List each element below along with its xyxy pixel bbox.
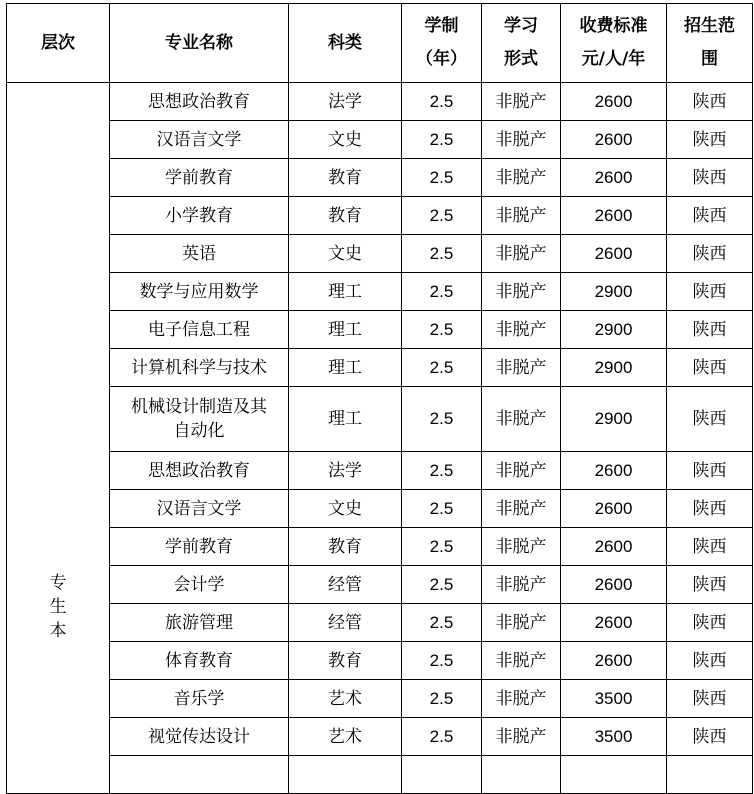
cell-major: 数学与应用数学: [110, 273, 289, 311]
cell-region: 陕西: [667, 387, 753, 452]
cell-region: 陕西: [667, 273, 753, 311]
header-fee: [561, 4, 667, 83]
table-row-empty: [7, 756, 753, 794]
cell-fee: 2600: [561, 452, 667, 490]
cell-category: 法学: [289, 83, 402, 121]
cell-category: 经管: [289, 566, 402, 604]
cell-duration: 2.5: [402, 311, 482, 349]
cell-major: 体育教育: [110, 642, 289, 680]
cell-region: 陕西: [667, 83, 753, 121]
cell-fee: 2600: [561, 528, 667, 566]
cell-form: 非脱产: [482, 235, 561, 273]
cell-form: 非脱产: [482, 311, 561, 349]
table-row: [7, 273, 753, 311]
cell-duration: 2.5: [402, 490, 482, 528]
cell-region: 陕西: [667, 349, 753, 387]
cell-major: 计算机科学与技术: [110, 349, 289, 387]
cell-duration: 2.5: [402, 235, 482, 273]
header-fee-line2: 元/人/年: [581, 49, 646, 69]
cell-duration: 2.5: [402, 528, 482, 566]
cell-major: 电子信息工程: [110, 311, 289, 349]
cell-major: 思想政治教育: [110, 452, 289, 490]
header-form-line2: 形式: [504, 49, 538, 69]
cell-empty: [667, 756, 753, 794]
cell-form: 非脱产: [482, 680, 561, 718]
cell-duration: 2.5: [402, 83, 482, 121]
header-duration: [402, 4, 482, 83]
cell-major: 学前教育: [110, 159, 289, 197]
cell-category: 文史: [289, 235, 402, 273]
cell-fee: 2600: [561, 235, 667, 273]
program-table: [6, 3, 753, 794]
cell-duration: 2.5: [402, 452, 482, 490]
cell-empty: [482, 756, 561, 794]
table-row: [7, 718, 753, 756]
cell-fee: 2600: [561, 566, 667, 604]
cell-region: 陕西: [667, 121, 753, 159]
cell-category: 教育: [289, 642, 402, 680]
cell-duration: 2.5: [402, 680, 482, 718]
cell-region: 陕西: [667, 490, 753, 528]
table-row: [7, 566, 753, 604]
cell-empty: [561, 756, 667, 794]
cell-duration: 2.5: [402, 121, 482, 159]
table-row: [7, 528, 753, 566]
cell-category: 艺术: [289, 718, 402, 756]
header-category: 科类: [289, 4, 402, 83]
cell-major: 会计学: [110, 566, 289, 604]
header-fee-line1: 收费标准: [579, 16, 648, 36]
table-row: [7, 387, 753, 452]
cell-category: 理工: [289, 311, 402, 349]
cell-duration: 2.5: [402, 642, 482, 680]
cell-category: 教育: [289, 159, 402, 197]
header-duration-line1: 学制: [424, 16, 459, 36]
cell-form: 非脱产: [482, 83, 561, 121]
cell-category: 理工: [289, 273, 402, 311]
cell-major: 小学教育: [110, 197, 289, 235]
level-cell: [7, 83, 110, 794]
table-row: [7, 197, 753, 235]
cell-fee: 3500: [561, 680, 667, 718]
table-row: [7, 159, 753, 197]
header-region: [667, 4, 753, 83]
cell-category: 文史: [289, 121, 402, 159]
cell-form: 非脱产: [482, 349, 561, 387]
cell-form: 非脱产: [482, 197, 561, 235]
cell-major: 英语: [110, 235, 289, 273]
cell-major: 音乐学: [110, 680, 289, 718]
cell-major: 思想政治教育: [110, 83, 289, 121]
cell-duration: 2.5: [402, 159, 482, 197]
cell-region: 陕西: [667, 197, 753, 235]
cell-major: [110, 387, 289, 452]
cell-empty: [289, 756, 402, 794]
cell-form: 非脱产: [482, 387, 561, 452]
cell-duration: 2.5: [402, 718, 482, 756]
cell-region: 陕西: [667, 235, 753, 273]
cell-fee: 2600: [561, 604, 667, 642]
header-region-line1: 招生范: [684, 16, 735, 36]
table-row: [7, 604, 753, 642]
cell-region: 陕西: [667, 680, 753, 718]
cell-category: 教育: [289, 528, 402, 566]
cell-form: 非脱产: [482, 452, 561, 490]
cell-region: 陕西: [667, 604, 753, 642]
cell-category: 理工: [289, 387, 402, 452]
cell-region: 陕西: [667, 566, 753, 604]
table-row: [7, 452, 753, 490]
cell-form: 非脱产: [482, 566, 561, 604]
cell-major-text: 机械设计制造及其自动化: [131, 397, 267, 441]
header-major: 专业名称: [110, 4, 289, 83]
cell-form: 非脱产: [482, 490, 561, 528]
cell-form: 非脱产: [482, 604, 561, 642]
cell-form: 非脱产: [482, 718, 561, 756]
header-region-line2: 围: [701, 49, 718, 69]
cell-form: 非脱产: [482, 528, 561, 566]
cell-major: 旅游管理: [110, 604, 289, 642]
cell-duration: 2.5: [402, 387, 482, 452]
cell-fee: 2600: [561, 83, 667, 121]
cell-category: 法学: [289, 452, 402, 490]
cell-fee: 2600: [561, 121, 667, 159]
header-row: [7, 4, 753, 83]
cell-fee: 2600: [561, 197, 667, 235]
cell-form: 非脱产: [482, 642, 561, 680]
cell-region: 陕西: [667, 159, 753, 197]
cell-form: 非脱产: [482, 273, 561, 311]
cell-duration: 2.5: [402, 566, 482, 604]
cell-form: 非脱产: [482, 121, 561, 159]
cell-empty: [110, 756, 289, 794]
table-row: [7, 490, 753, 528]
cell-category: 文史: [289, 490, 402, 528]
header-level: 层次: [7, 4, 110, 83]
table-row: [7, 235, 753, 273]
cell-fee: 2900: [561, 387, 667, 452]
cell-empty: [402, 756, 482, 794]
header-form-line1: 学习: [504, 16, 538, 36]
table-row: [7, 349, 753, 387]
cell-region: 陕西: [667, 311, 753, 349]
cell-region: 陕西: [667, 452, 753, 490]
header-form: [482, 4, 561, 83]
cell-region: 陕西: [667, 642, 753, 680]
table-row: [7, 642, 753, 680]
cell-category: 理工: [289, 349, 402, 387]
cell-fee: 2600: [561, 159, 667, 197]
cell-fee: 2900: [561, 311, 667, 349]
cell-region: 陕西: [667, 528, 753, 566]
cell-category: 经管: [289, 604, 402, 642]
cell-fee: 2600: [561, 490, 667, 528]
cell-fee: 2600: [561, 642, 667, 680]
table-row: [7, 83, 753, 121]
table-body: [7, 83, 753, 794]
header-duration-line2: （年）: [416, 49, 467, 69]
cell-major: 视觉传达设计: [110, 718, 289, 756]
cell-fee: 2900: [561, 349, 667, 387]
cell-duration: 2.5: [402, 273, 482, 311]
cell-major: 学前教育: [110, 528, 289, 566]
cell-fee: 3500: [561, 718, 667, 756]
cell-category: 教育: [289, 197, 402, 235]
table-row: [7, 311, 753, 349]
cell-duration: 2.5: [402, 604, 482, 642]
table-row: [7, 121, 753, 159]
cell-major: 汉语言文学: [110, 121, 289, 159]
table-row: [7, 680, 753, 718]
cell-form: 非脱产: [482, 159, 561, 197]
cell-major: 汉语言文学: [110, 490, 289, 528]
cell-region: 陕西: [667, 718, 753, 756]
cell-duration: 2.5: [402, 197, 482, 235]
cell-duration: 2.5: [402, 349, 482, 387]
level-label: 专生本: [49, 573, 67, 641]
cell-category: 艺术: [289, 680, 402, 718]
cell-fee: 2900: [561, 273, 667, 311]
